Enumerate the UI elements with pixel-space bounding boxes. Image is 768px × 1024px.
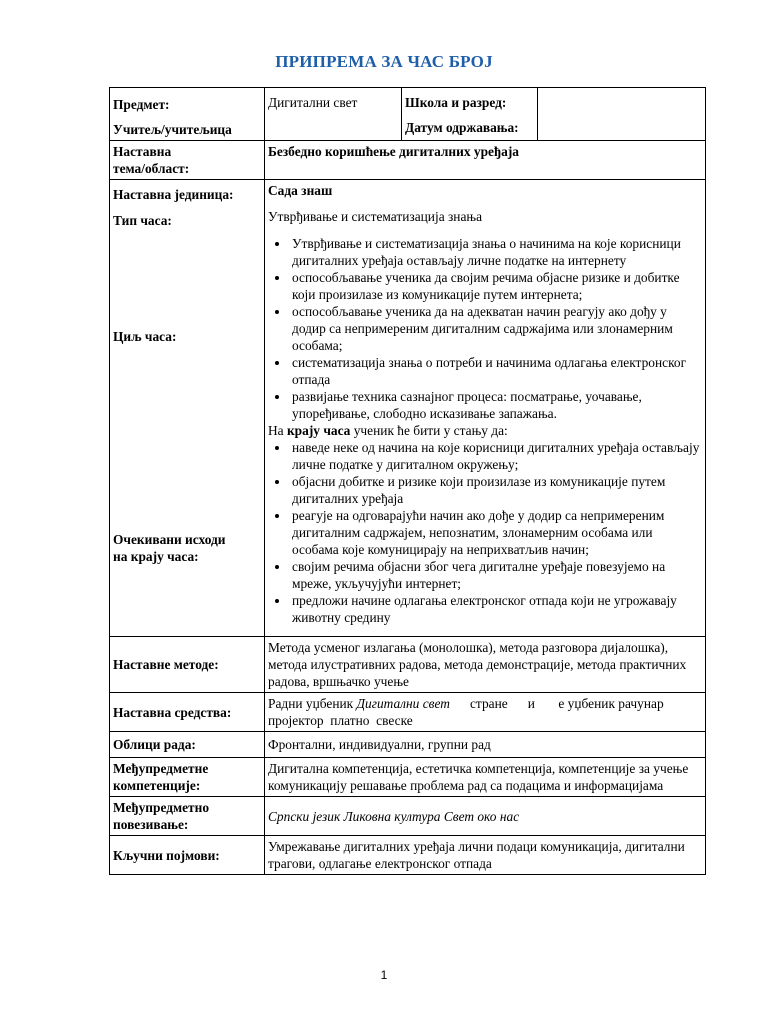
keywords-value: Умрежавање дигиталних уређаја лични подаци комуникација, дигитални трагови, одлагање електронског отпада [265,836,706,875]
list-item: • објасни добитке и ризике који произилазе из комуникације путем дигиталних уређаја [290,473,702,507]
page-number: 1 [380,968,388,982]
outcomes-intro-bold: крају часа [286,423,351,438]
means-text-a: Радни уџбеник [268,696,357,711]
outcomes-intro [268,422,702,439]
cross-link-label-line2: повезивање: [113,817,189,832]
methods-label: Наставне методе: [110,637,265,693]
list-item: • предложи начине одлагања електронског отпада који не угрожавају животну средину [290,592,702,626]
outcomes-label-line1: Очекивани исходи [113,532,226,547]
outcomes-list [268,439,702,626]
means-textbook-title: Дигитални свет [356,696,450,711]
subject-value-cell [265,88,402,141]
subject-teacher-label-cell [110,88,265,141]
list-item: • реагује на одговарајући начин ако дође у додир са непримереним дигиталним садржајем, непознатим, злонамерним особама или особама које комуницирају на неприхватљив начин; [290,507,702,558]
row-forms [110,732,706,758]
list-item: • систематизација знања о потреби и начинима одлагања електронског отпада [290,354,702,388]
topic-label-line2: тема/област: [113,161,190,176]
school-date-label-cell [402,88,538,141]
row-subject [110,88,706,141]
cross-comp-value: Дигитална компетенција, естетичка компетенција, компетенције за учење комуникацију решавање проблема рад са подацима и информацијама [265,758,706,797]
topic-label-line1: Наставна [113,144,172,159]
unit-label: Наставна јединица: [113,187,234,202]
row-keywords [110,836,706,875]
row-topic [110,141,706,180]
goals-list [268,235,702,422]
school-date-value-cell [538,88,706,141]
cross-link-label-cell [110,797,265,836]
cross-link-value: Српски језик Ликовна култура Свет око нас [265,797,706,836]
lesson-plan-table [109,87,706,875]
row-cross-competences [110,758,706,797]
list-item: • Утврђивање и систематизација знања о начинима на које корисници дигиталних уређаја остављају личне податке на интернету [290,235,702,269]
means-value-cell [265,693,706,732]
cross-comp-label-line1: Међупредметне [113,761,209,776]
type-value: Утврђивање и систематизација знања [268,209,483,224]
unit-value: Сада знаш [268,183,333,198]
list-item: • развијање техника сазнајног процеса: посматрање, уочавање, упоређивање, слободно исказивање запажања. [290,388,702,422]
forms-value: Фронтални, индивидуални, групни рад [265,732,706,758]
methods-value: Метода усменог излагања (монолошка), метода разговора дијалошка), метода илустративних радова, метода демонстрације, метода практичних радова, вршњачко учење [265,637,706,693]
document-title: ПРИПРЕМА ЗА ЧАС БРОЈ [275,52,493,71]
list-item: • оспособљавање ученика да на адекватан начин реагују ако дођу у додир са непримереним дигиталним садржајима или злонамерним особама; [290,303,702,354]
outcomes-intro-a: На [268,423,287,438]
row-means [110,693,706,732]
school-label: Школа и разред: [405,95,507,110]
means-text-c: стране и е уџбеник рачунар пројектор платно свеске [268,696,671,728]
list-item: • наведе неке од начина на које корисници дигиталних уређаја остављају личне податке у дигиталном окружењу; [290,439,702,473]
outcomes-intro-c: ученик ће бити у стању да: [350,423,508,438]
row-cross-link [110,797,706,836]
keywords-label: Кључни појмови: [110,836,265,875]
date-label: Датум одржавања: [405,120,519,135]
teacher-label: Учитељ/учитељица [113,122,232,137]
cross-comp-label-cell [110,758,265,797]
cross-link-label-line1: Међупредметно [113,800,210,815]
list-item: • својим речима објасни због чега дигиталне уређаје повезујемо на мреже, укључујући интернет; [290,558,702,592]
type-label: Тип часа: [113,213,172,228]
means-label: Наставна средства: [110,693,265,732]
unit-goal-outcome-labels [110,180,265,637]
cross-comp-label-line2: компетенције: [113,778,201,793]
goal-label: Циљ часа: [113,329,177,344]
row-methods [110,637,706,693]
topic-label-cell [110,141,265,180]
outcomes-label-line2: на крају часа: [113,549,199,564]
unit-goal-outcome-values [265,180,706,637]
row-unit-goals-outcomes [110,180,706,637]
topic-value: Безбедно коришћење дигиталних уређаја [265,141,706,180]
subject-value: Дигитални свет [268,95,358,110]
forms-label: Облици рада: [110,732,265,758]
list-item: • оспособљавање ученика да својим речима објасне ризике и добитке који произилазе из комуникације путем интернета; [290,269,702,303]
subject-label: Предмет: [113,97,170,112]
